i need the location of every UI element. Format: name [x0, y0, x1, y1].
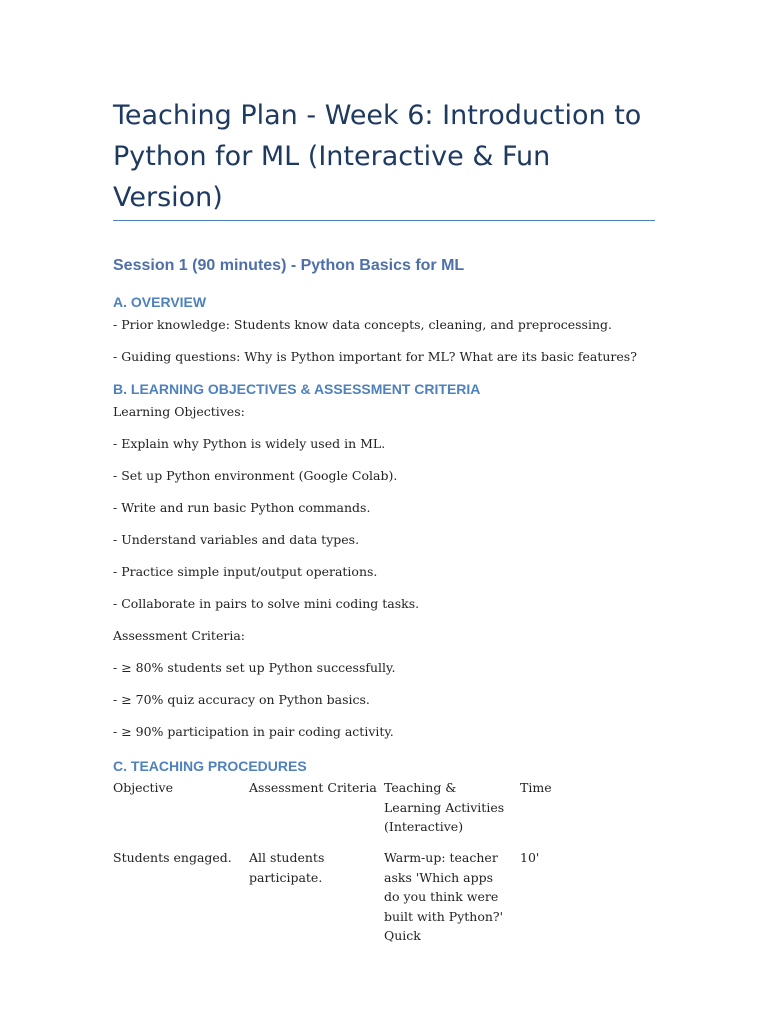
objective-item: - Set up Python environment (Google Colab).	[113, 468, 398, 483]
table-header-activities: Teaching & Learning Activities (Interactive)	[384, 780, 505, 834]
title-divider	[113, 220, 655, 221]
cell-assessment: All students participate.	[249, 850, 325, 885]
criteria-item: - ≥ 90% participation in pair coding activity.	[113, 724, 394, 739]
criteria-item: - ≥ 70% quiz accuracy on Python basics.	[113, 692, 370, 707]
cell-time: 10'	[520, 850, 540, 865]
criteria-item: - ≥ 80% students set up Python successfully.	[113, 660, 396, 675]
objective-item: - Practice simple input/output operations.	[113, 564, 378, 579]
overview-guiding-questions: - Guiding questions: Why is Python important for ML? What are its basic features?	[113, 349, 637, 364]
objective-item: - Understand variables and data types.	[113, 532, 360, 547]
table-header-assessment: Assessment Criteria	[249, 780, 377, 795]
session-heading: Session 1 (90 minutes) - Python Basics for ML	[113, 257, 465, 274]
learning-objectives-label: Learning Objectives:	[113, 404, 245, 419]
overview-heading: A. OVERVIEW	[113, 294, 207, 310]
table-header-objective: Objective	[113, 780, 174, 795]
objective-item: - Write and run basic Python commands.	[113, 500, 371, 515]
assessment-criteria-label: Assessment Criteria:	[113, 628, 245, 643]
document-title: Teaching Plan - Week 6: Introduction to Python for ML (Interactive & Fun Version)	[113, 100, 642, 213]
overview-prior-knowledge: - Prior knowledge: Students know data concepts, cleaning, and preprocessing.	[113, 317, 612, 332]
procedures-heading: C. TEACHING PROCEDURES	[113, 758, 307, 774]
cell-objective: Students engaged.	[113, 850, 232, 865]
table-header-time: Time	[520, 780, 552, 795]
objectives-heading: B. LEARNING OBJECTIVES & ASSESSMENT CRITERIA	[113, 381, 481, 397]
objective-item: - Collaborate in pairs to solve mini coding tasks.	[113, 596, 420, 611]
cell-activity: Warm-up: teacher asks 'Which apps do you think were built with Python?' Quick	[384, 850, 504, 943]
objective-item: - Explain why Python is widely used in ML.	[113, 436, 386, 451]
